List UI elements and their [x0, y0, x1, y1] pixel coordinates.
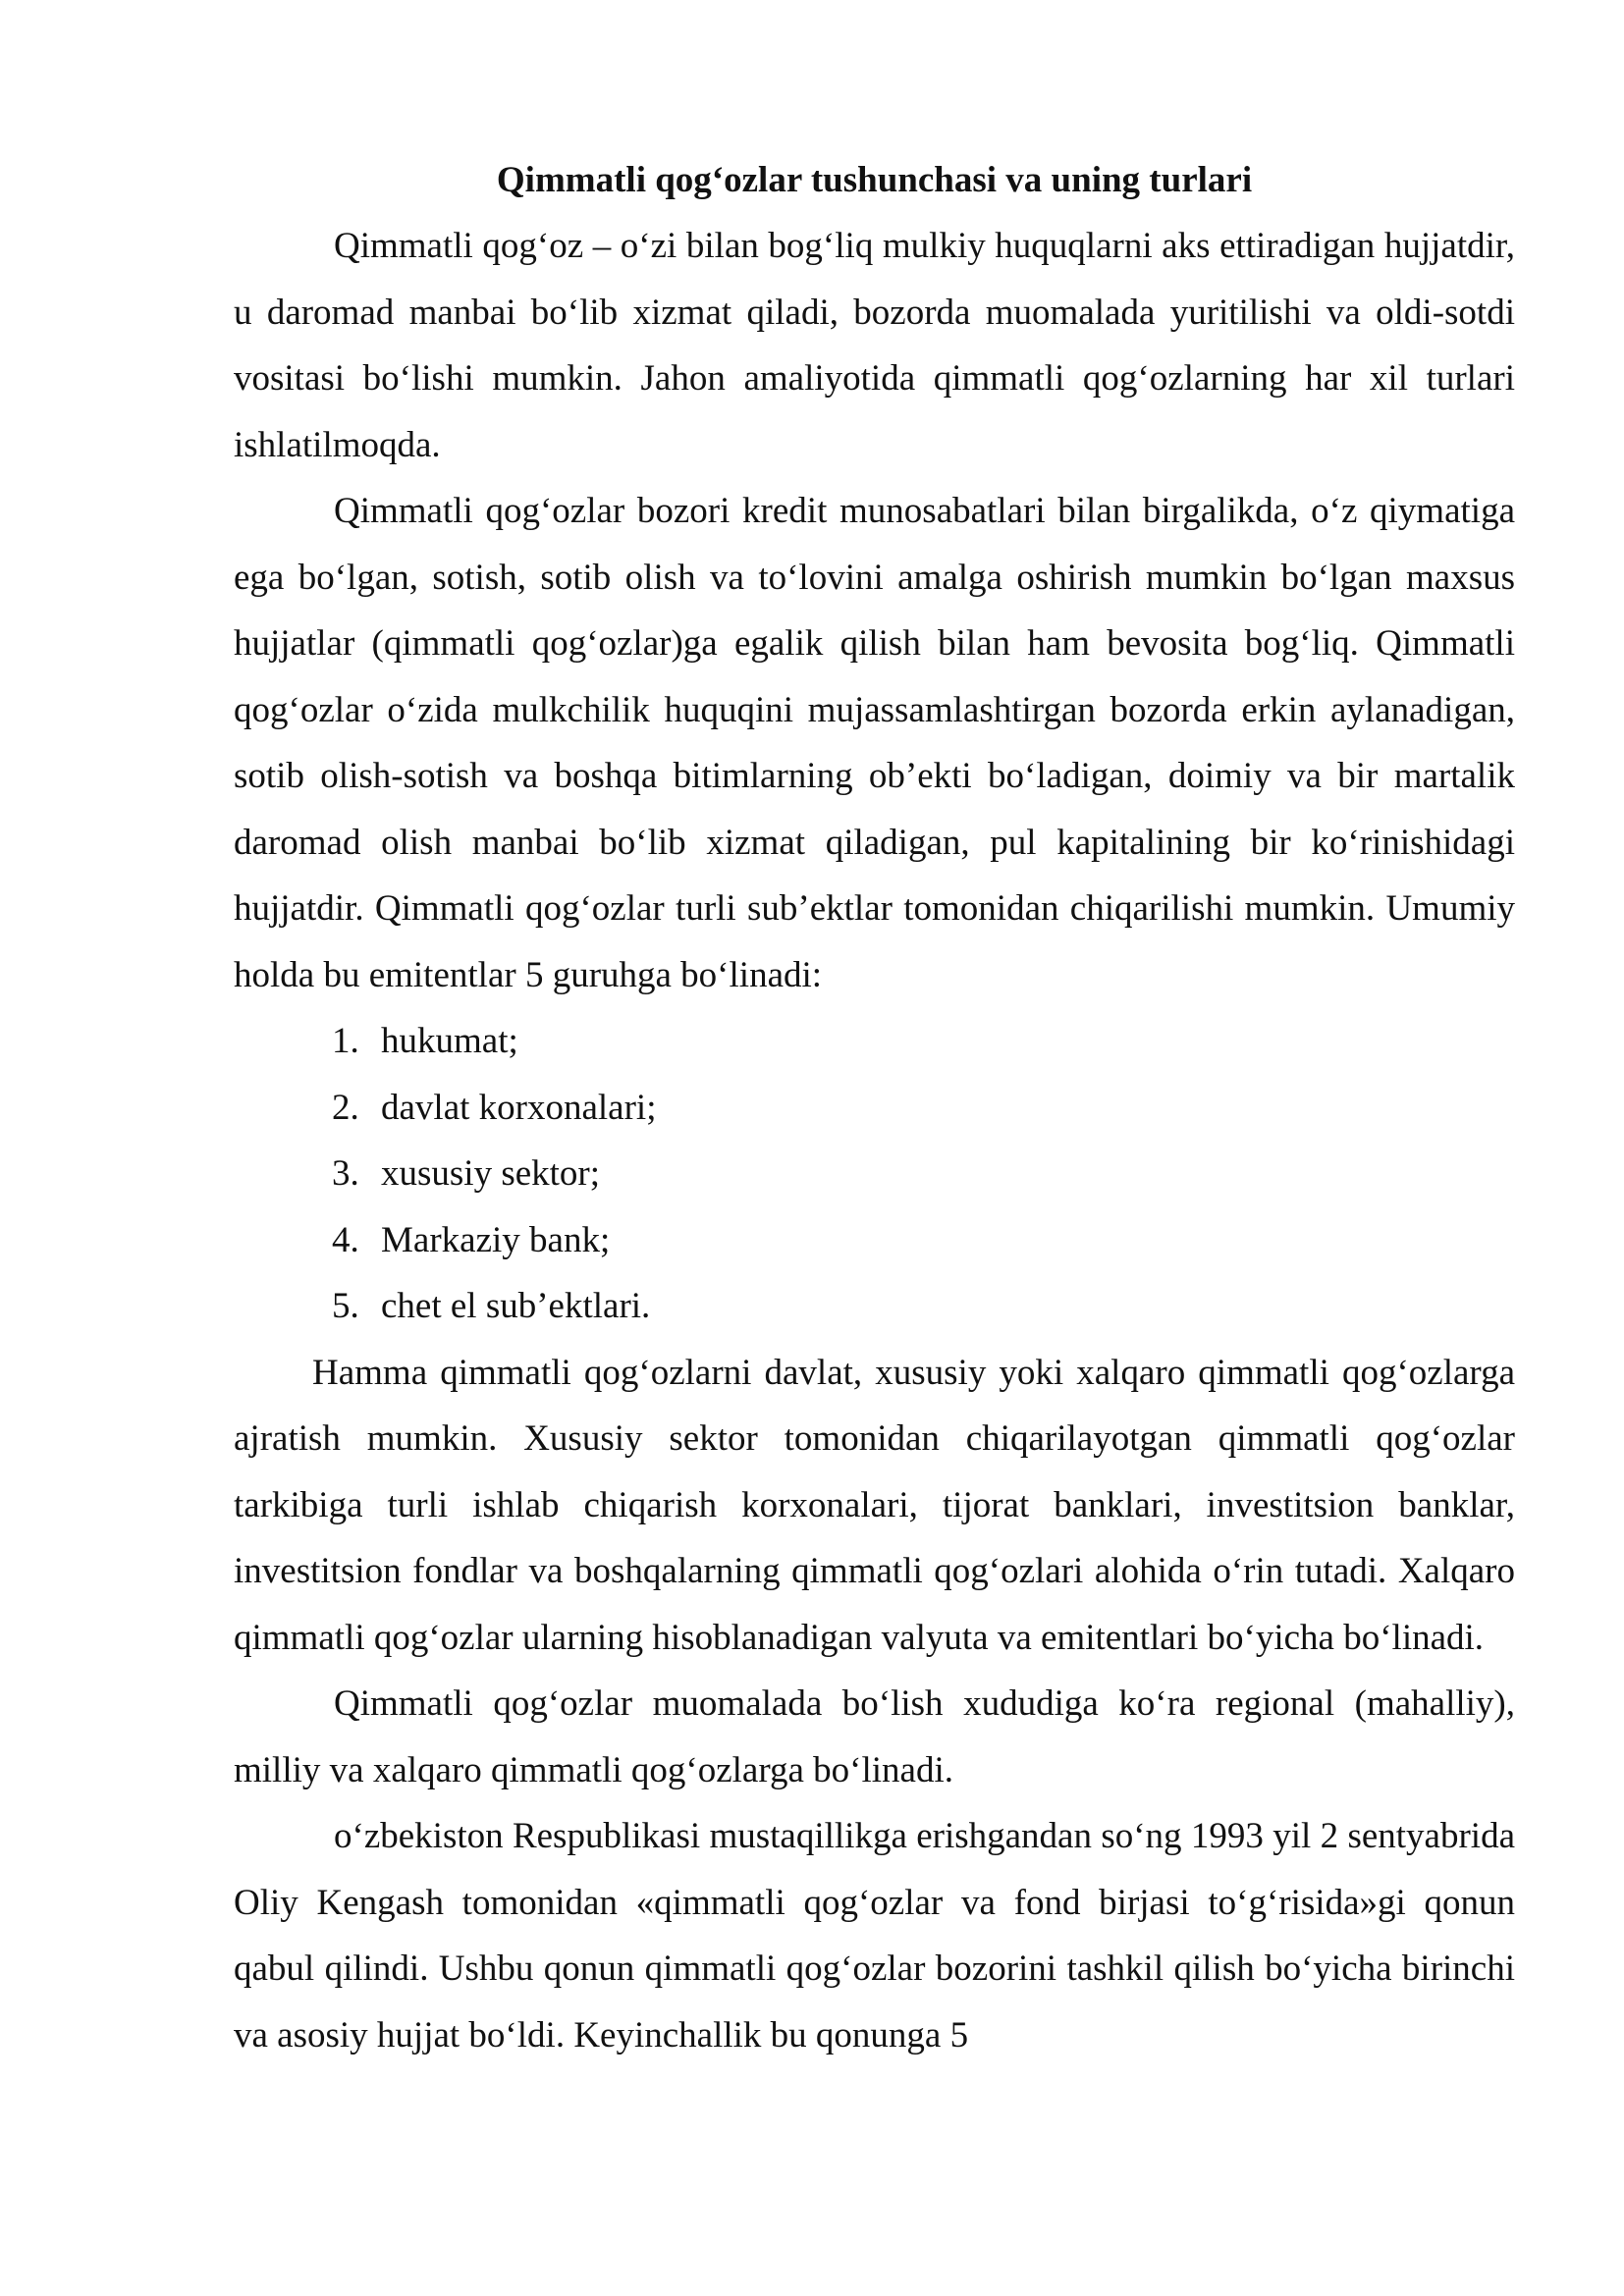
document-title: Qimmatli qog‘ozlar tushunchasi va uning turlari — [496, 160, 1253, 200]
list-item-number: 1. — [332, 1021, 359, 1061]
paragraph-definition: Qimmatli qog‘oz – o‘zi bilan bog‘liq mulkiy huquqlarni aks ettiradigan hujjatdir, u daromad manbai bo‘lib xizmat qiladi, bozorda muomalada yuritilishi va oldi-sotdi vositasi bo‘lishi mumkin. Jahon amaliyotida qimmatli qog‘ozlarning har xil turlari ishlatilmoqda. — [234, 226, 1515, 465]
list-item-number: 4. — [332, 1219, 359, 1260]
list-item — [234, 1273, 1515, 1340]
paragraph-territory: Qimmatli qog‘ozlar muomalada bo‘lish xududiga ko‘ra regional (mahalliy), milliy va xalqaro qimmatli qog‘ozlarga bo‘linadi. — [234, 1683, 1515, 1790]
list-item-number: 5. — [332, 1286, 359, 1326]
paragraph-market: Qimmatli qog‘ozlar bozori kredit munosabatlari bilan birgalikda, o‘z qiymatiga ega bo‘lgan, sotish, sotib olish va to‘lovini amalga oshirish mumkin bo‘lgan maxsus hujjatlar (qimmatli qog‘ozlar)ga egalik qilish bilan ham bevosita bog‘liq. Qimmatli qog‘ozlar o‘zida mulkchilik huquqini mujassamlashtirgan bozorda erkin aylanadigan, sotib olish-sotish va boshqa bitimlarning ob’ekti bo‘ladigan, doimiy va bir martalik daromad olish manbai bo‘lib xizmat qiladigan, pul kapitalining bir ko‘rinishidagi hujjatdir. Qimmatli qog‘ozlar turli sub’ektlar tomonidan chiqarilishi mumkin. Umumiy holda bu emitentlar 5 guruhga bo‘linadi: — [234, 491, 1515, 995]
list-item — [234, 1141, 1515, 1207]
list-item-text: Markaziy bank; — [381, 1219, 611, 1260]
list-item-text: chet el sub’ektlari. — [381, 1286, 651, 1326]
list-item-number: 2. — [332, 1087, 359, 1128]
list-item-number: 3. — [332, 1153, 359, 1194]
list-item — [234, 1008, 1515, 1075]
list-item-text: hukumat; — [381, 1021, 518, 1061]
list-item-text: xususiy sektor; — [381, 1153, 601, 1194]
paragraph-law: o‘zbekiston Respublikasi mustaqillikga erishgandan so‘ng 1993 yil 2 sentyabrida Oliy Kengash tomonidan «qimmatli qog‘ozlar va fond birjasi to‘g‘risida»gi qonun qabul qilindi. Ushbu qonun qimmatli qog‘ozlar bozorini tashkil qilish bo‘yicha birinchi va asosiy hujjat bo‘ldi. Keyinchallik bu qonunga 5 — [234, 1816, 1515, 2056]
list-item — [234, 1207, 1515, 1274]
document-body — [234, 147, 1515, 2068]
emitter-group-list — [234, 1008, 1515, 1340]
list-item — [234, 1075, 1515, 1142]
list-item-text: davlat korxonalari; — [381, 1087, 657, 1128]
paragraph-classification: Hamma qimmatli qog‘ozlarni davlat, xususiy yoki xalqaro qimmatli qog‘ozlarga ajratish mumkin. Xususiy sektor tomonidan chiqarilayotgan qimmatli qog‘ozlar tarkibiga turli ishlab chiqarish korxonalari, tijorat banklari, investitsion banklar, investitsion fondlar va boshqalarning qimmatli qog‘ozlari alohida o‘rin tutadi. Xalqaro qimmatli qog‘ozlar ularning hisoblanadigan valyuta va emitentlari bo‘yicha bo‘linadi. — [234, 1352, 1515, 1658]
